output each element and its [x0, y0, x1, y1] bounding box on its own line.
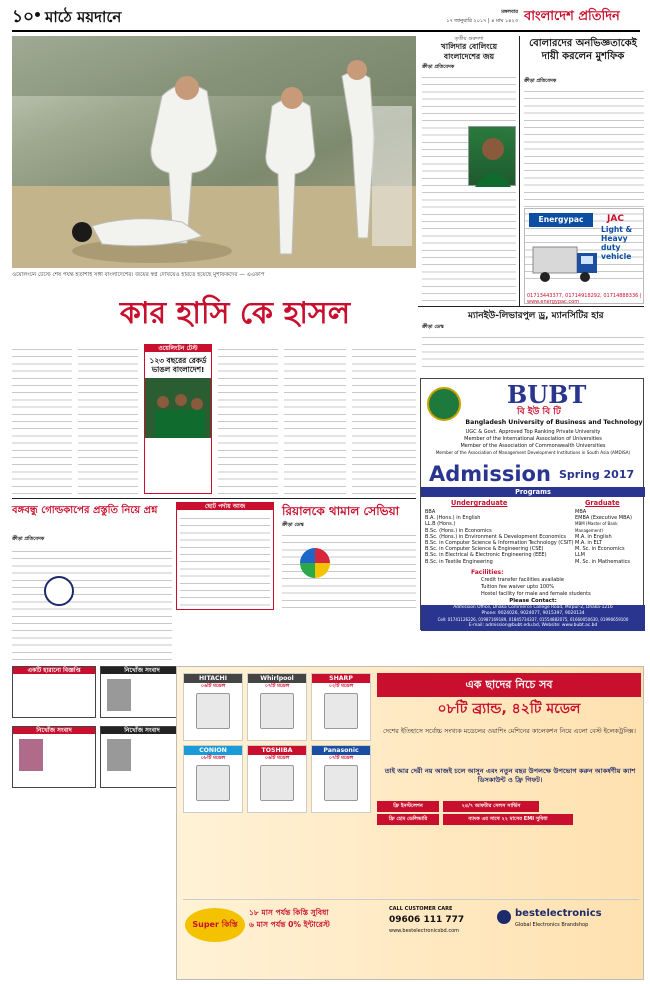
- undergraduate-list: [425, 509, 575, 565]
- facility-item: Hostel facility for male and female students: [481, 591, 591, 597]
- bubt-office: Admission Office, Dhaka Commerce College Road, Mirpur-2, Dhaka-1216: [453, 605, 613, 610]
- brief-title: ছোট পর্দায় আজ: [177, 503, 273, 510]
- classified-box: [100, 726, 184, 788]
- bullet-dot: [35, 12, 40, 17]
- ug-item: B.Sc. in Electrical & Electronic Engineering (EEE): [425, 552, 547, 559]
- undergraduate-title: Undergraduate: [451, 499, 508, 507]
- page-number: ১০: [12, 7, 35, 27]
- bubt-line-4: Member of the Association of Management Development Institutions in South Asia (AMDISA): [435, 450, 631, 455]
- brand-card: [311, 745, 371, 813]
- care-number: 09606 111 777: [389, 915, 465, 925]
- brand-card: [247, 745, 307, 813]
- g-item: M. Sc. in Economics: [575, 546, 625, 553]
- brand-models: ০৬টি মডেল: [200, 683, 226, 689]
- g-item: M. Sc. in Mathematics: [575, 558, 630, 565]
- programs-banner: Programs: [421, 487, 645, 497]
- brand-name: TOSHIBA: [248, 746, 306, 755]
- bubt-logo: BUBT: [507, 380, 587, 409]
- brand-card: [183, 673, 243, 741]
- graduate-list: [575, 509, 643, 565]
- story-headline: খালিদার বোলিংয়ে বাংলাদেশের জয়: [440, 42, 498, 61]
- service-item: ব্যাংক এর সাথে ২২ মাসের EMI সুবিধা: [443, 814, 573, 825]
- brand-name: SHARP: [312, 674, 370, 683]
- washing-machine-icon: [324, 693, 358, 729]
- ad-count: ০৮টি ব্র্যান্ড, ৪২টি মডেল: [437, 701, 581, 717]
- bubt-name: Bangladesh University of Business and Technology: [465, 419, 643, 426]
- brand-models: ০৬টি মডেল: [264, 755, 290, 761]
- lfp-logo-icon: [300, 548, 330, 578]
- byline: ক্রীড়া প্রতিবেদক: [422, 64, 455, 71]
- service-row: [377, 801, 641, 825]
- g-item: EMBA (Executive MBA): [575, 515, 632, 522]
- classified-title: নিখোঁজ সংবাদ: [101, 667, 183, 674]
- section-rule: [418, 306, 644, 307]
- missing-person-photo: [107, 679, 131, 711]
- bubt-email: E-mail: admission@bubt.edu.bd, Website: www.bubt.ac.bd: [468, 623, 598, 628]
- story-headline: বোলারদের অনভিজ্ঞতাকেই দায়ী করলেন মুশফিক: [529, 38, 637, 62]
- brand-models: ০৭টি মডেল: [328, 755, 354, 761]
- main-col-5: [352, 344, 416, 494]
- player-portrait-illustration: [469, 127, 517, 187]
- bogra-headline: বঙ্গবন্ধু গোল্ডকাপের প্রস্তুতি নিয়ে প্রশ্ন: [12, 505, 158, 516]
- brand-name: HITACHI: [184, 674, 242, 683]
- classified-box: [12, 726, 96, 788]
- washing-machine-icon: [196, 765, 230, 801]
- page-day: মঙ্গলবার: [501, 9, 518, 15]
- classified-box: [100, 666, 184, 718]
- truck-icon: [531, 237, 601, 287]
- ug-item: B.Sc. (Hons.) in Economics: [425, 527, 492, 534]
- man-byline: ক্রীড়া ডেস্ক: [422, 324, 444, 330]
- classified-box: [12, 666, 96, 718]
- facility-item: Tuition fee waiver upto 100%: [481, 584, 554, 590]
- bestelectronics-tagline: Global Electronics Brandshop: [515, 922, 589, 928]
- ug-item: B.Sc. in Computer Science & Information Technology (CSIT): [425, 540, 574, 547]
- missing-person-photo: [107, 739, 131, 771]
- service-item: ফ্রি হোম ডেলিভারি: [377, 814, 439, 825]
- ad-headline: এক ছাদের নিচে সব: [377, 673, 641, 697]
- service-item: ফ্রি ইনস্টলেশন: [377, 801, 439, 812]
- super-kisti-badge: Super কিস্তি: [185, 908, 245, 942]
- washing-machine-icon: [324, 765, 358, 801]
- gold-cup-emblem-icon: [44, 576, 74, 606]
- bubt-contact-box: [421, 605, 645, 631]
- electronics-ad[interactable]: [176, 666, 644, 980]
- bubt-ad[interactable]: [420, 378, 644, 630]
- bubt-line-1: UGC & Govt. Approved Top Ranking Private University: [465, 429, 601, 435]
- washing-machine-icon: [260, 693, 294, 729]
- classified-title: নিখোঁজ সংবাদ: [13, 727, 95, 734]
- service-item: ২৪/৭ আফটার সেলস সার্ভিস: [443, 801, 539, 812]
- side-story-2-head: [422, 38, 644, 78]
- main-headline: কার হাসি কে হাসল: [119, 296, 351, 331]
- ad-offer: তাই আর দেরী নয় আজই চলে আসুন এবং নতুন বছর উপলক্ষে উপভোগ করুন আকর্ষণীয় ক্যাশ ডিসকাউন্ট ও ফ্রি গিফট।: [384, 767, 636, 784]
- graduate-title: Graduate: [585, 499, 620, 507]
- brand-grid: [183, 673, 371, 813]
- contact-title: Please Contact:: [509, 598, 557, 604]
- washing-machine-icon: [196, 693, 230, 729]
- brief-box: [176, 502, 274, 610]
- brand-models: ০৮টি মডেল: [200, 755, 226, 761]
- man-story-headline: ম্যানইউ-লিভারপুল ড্র, ম্যানসিটির হার: [468, 311, 604, 321]
- team-celebration-photo: [145, 378, 211, 438]
- main-story: [12, 344, 416, 494]
- g-item: M.A. in English: [575, 533, 612, 540]
- brief-body: [180, 513, 270, 609]
- bubt-phone: Phone: 9024026, 9024077, 9015397, 9020134: [481, 611, 585, 616]
- brand-card: [311, 673, 371, 741]
- brand-models: ০৭টি মডেল: [264, 683, 290, 689]
- classified-title: নিখোঁজ সংবাদ: [101, 727, 183, 734]
- bogra-body: [12, 546, 172, 662]
- g-item: MBA: [575, 509, 587, 515]
- kisti-line-1: ১৮ মাস পর্যন্ত কিস্তি সুবিধা: [249, 908, 329, 917]
- section-rule: [12, 498, 416, 499]
- lead-photo: [12, 36, 416, 268]
- brand-name: Panasonic: [312, 746, 370, 755]
- main-col-4: [284, 344, 346, 494]
- brand-models: ০২টি মডেল: [328, 683, 354, 689]
- ug-item: B.A. (Hons.) in English: [425, 515, 481, 522]
- test-box-title: ১২৩ বছরের রেকর্ড ভাঙল বাংলাদেশ!: [149, 356, 207, 375]
- bubt-cell: Cell: 01741126226, 01987169189, 01845734337, 01554882075, 01660050630, 01990659100: [437, 617, 629, 622]
- test-box: [144, 344, 212, 494]
- ug-item: LL.B (Hons.): [425, 521, 456, 528]
- facility-item: Credit transfer facilities available: [481, 577, 564, 583]
- energypac-phone: 01713443377, 01714918292, 01714888336 | www.energypac.com: [527, 293, 642, 306]
- player-photo: [468, 126, 516, 186]
- test-box-label: ওয়েলিংটন টেস্ট: [145, 345, 211, 352]
- facilities-title: Facilities:: [471, 569, 504, 576]
- story-body: [422, 72, 516, 304]
- real-byline: ক্রীড়া ডেস্ক: [282, 522, 304, 528]
- brand-name: CONION: [184, 746, 242, 755]
- g-item: LLM: [575, 552, 585, 559]
- brand-card: [247, 673, 307, 741]
- real-headline: রিয়ালকে থামাল সেভিয়া: [282, 504, 400, 518]
- bubt-line-2: Member of the International Association of Universities: [464, 436, 602, 442]
- missing-person-photo: [19, 739, 43, 771]
- energypac-ad[interactable]: [524, 208, 644, 304]
- man-story-body: [422, 332, 644, 372]
- ug-item: B.Sc. in Textile Engineering: [425, 558, 493, 565]
- washing-machine-icon: [260, 765, 294, 801]
- website: www.bestelectronicsbd.com: [389, 928, 459, 934]
- bubt-line-3: Member of the Association of Commonwealth Universities: [460, 443, 606, 449]
- photo-caption: ওয়েলিংটন টেস্টে শেষ পর্যন্ত হতাশাই সঙ্গী বাংলাদেশের। জয়ের স্বপ্ন দেখিয়েও হারতে হয়েছে মুশফিকদের — এএফপি: [12, 272, 265, 278]
- brand-card: [183, 745, 243, 813]
- ug-item: B.Sc. in Computer Science & Engineering (CSE): [425, 546, 544, 553]
- admission-session: Spring 2017: [559, 468, 635, 481]
- section-title: মাঠে ময়দানে: [45, 8, 122, 26]
- ug-item: B.Sc. (Hons.) in Environment & Development Economics: [425, 533, 567, 540]
- ug-item: BBA: [425, 509, 436, 515]
- bubt-crest-icon: [427, 387, 461, 421]
- main-col-3: [218, 344, 278, 494]
- g-item: M.A. in ELT: [575, 540, 602, 547]
- main-col-2: [78, 344, 138, 494]
- byline: ক্রীড়া প্রতিবেদক: [524, 78, 557, 84]
- brand-name: Whirlpool: [248, 674, 306, 683]
- page-header: [12, 6, 642, 32]
- kisti-line-2: ৬ মাস পর্যন্ত 0% ইন্টারেস্ট: [249, 920, 330, 929]
- admission-title: Admission: [429, 462, 551, 486]
- classified-title: একটি হারানো বিজ্ঞপ্তি: [13, 667, 95, 674]
- energypac-logo: Energypac: [529, 213, 593, 227]
- truck-tagline: Light & Heavy duty vehicle: [601, 225, 633, 261]
- page-date: ১৭ জানুয়ারি ২০১৭ | ৪ মাঘ ১৪২৩: [446, 18, 518, 24]
- bogra-byline: ক্রীড়া প্রতিবেদক: [12, 536, 45, 542]
- bestelectronics-logo: bestelectronics: [515, 908, 602, 919]
- header-rule: [12, 30, 640, 32]
- care-label: CALL CUSTOMER CARE: [389, 906, 453, 912]
- ad-footer: [183, 899, 639, 975]
- jac-logo: JAC: [607, 214, 624, 224]
- ad-body: দেশের ইতিহাসে সর্বোচ্চ সংখ্যক মডেলের ওয়াশিং মেশিনের কালেকশন নিয়ে এলো বেস্ট ইলেকট্রনিক্স।: [383, 727, 636, 735]
- masthead: বাংলাদেশ প্রতিদিন: [524, 9, 620, 24]
- g-item: MBM (Master of Bank Management): [575, 521, 618, 533]
- main-col-1: [12, 344, 72, 494]
- bubt-bangla: বি ইউ বি টি: [517, 407, 561, 417]
- kicker: তৃতীয় গুরুদশা: [454, 36, 484, 42]
- cricket-players-illustration: [12, 36, 416, 268]
- bestelectronics-logo-icon: [497, 910, 511, 924]
